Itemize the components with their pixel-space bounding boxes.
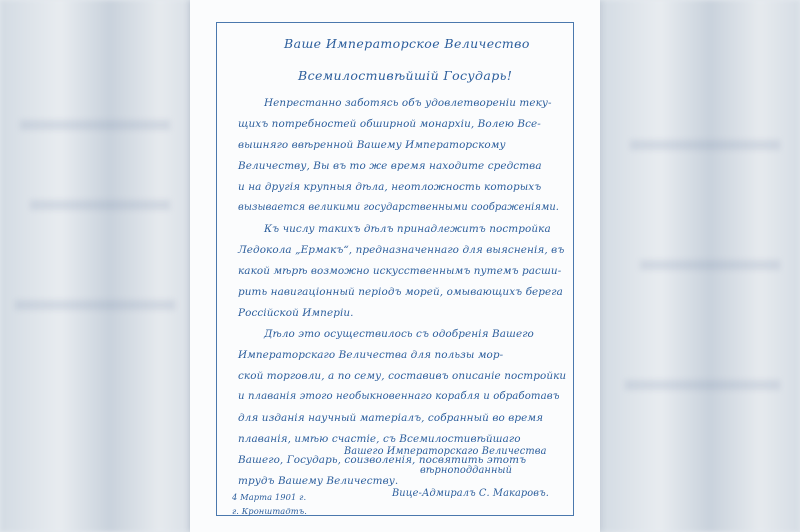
signature-line: Вашего Императорскаго Величества xyxy=(344,446,547,457)
body-text-line: щихъ потребностей обширной монархiи, Волею Все- xyxy=(238,118,541,130)
body-text-line: для изданiя научный матерiалъ, собранный во время xyxy=(238,412,544,424)
signature-line: вѣрноподданный xyxy=(420,465,513,476)
background-text-blur xyxy=(640,260,780,270)
body-text-line: Ледокола „Ермакъ“, предназначеннаго для выясненiя, въ xyxy=(238,244,565,256)
body-text-line: Непрестанно заботясь объ удовлетворенiи теку- xyxy=(264,97,552,109)
signature-name: Вице-Адмиралъ С. Макаровъ. xyxy=(392,488,549,499)
body-text-line: Россiйской Имперiи. xyxy=(238,307,354,319)
body-text-line: Къ числу такихъ дѣлъ принадлежитъ постройка xyxy=(264,223,551,235)
blurred-background-left xyxy=(0,0,200,532)
body-text-line: Величеству, Вы въ то же время находите средства xyxy=(238,160,542,172)
background-text-blur xyxy=(20,120,170,130)
salutation-line: Всемилостивѣйшiй Государь! xyxy=(298,68,513,83)
body-text-line: и на другiя крупныя дѣла, неотложность которыхъ xyxy=(238,181,542,193)
body-text-line: вызывается великими государственными соображенiями. xyxy=(238,202,560,213)
background-text-blur xyxy=(30,200,170,210)
body-text-line: и плаванiя этого необыкновеннаго корабля и обработавъ xyxy=(238,391,560,402)
body-text-line: ской торговли, а по сему, составивъ описанiе постройки xyxy=(238,370,567,382)
body-text-line: Императорскаго Величества для пользы мор- xyxy=(238,349,504,361)
body-text-line: трудъ Вашему Величеству. xyxy=(238,475,399,487)
body-text-line: какой мѣрѣ возможно искусственнымъ путемъ расши- xyxy=(238,265,562,277)
background-text-blur xyxy=(15,300,175,310)
body-text-line: Дѣло это осуществилось съ одобренiя Вашего xyxy=(264,328,534,340)
date-line: 4 Марта 1901 г. xyxy=(232,492,307,502)
place-line: г. Кронштадтъ. xyxy=(232,506,308,516)
body-text-line: вышняго ввѣренной Вашему Императорскому xyxy=(238,139,506,151)
body-text-line: рить навигацiонный перiодъ морей, омывающихъ берега xyxy=(238,286,563,298)
background-text-blur xyxy=(630,140,780,150)
salutation-line: Вашe Императорское Величество xyxy=(284,36,530,51)
body-text-line: Вашего, Государь, соизволенiя, посвятить этотъ xyxy=(238,454,527,466)
background-text-blur xyxy=(625,380,780,390)
body-text-line: плаванiя, имѣю счастiе, съ Всемилостивѣйшаго xyxy=(238,433,521,445)
